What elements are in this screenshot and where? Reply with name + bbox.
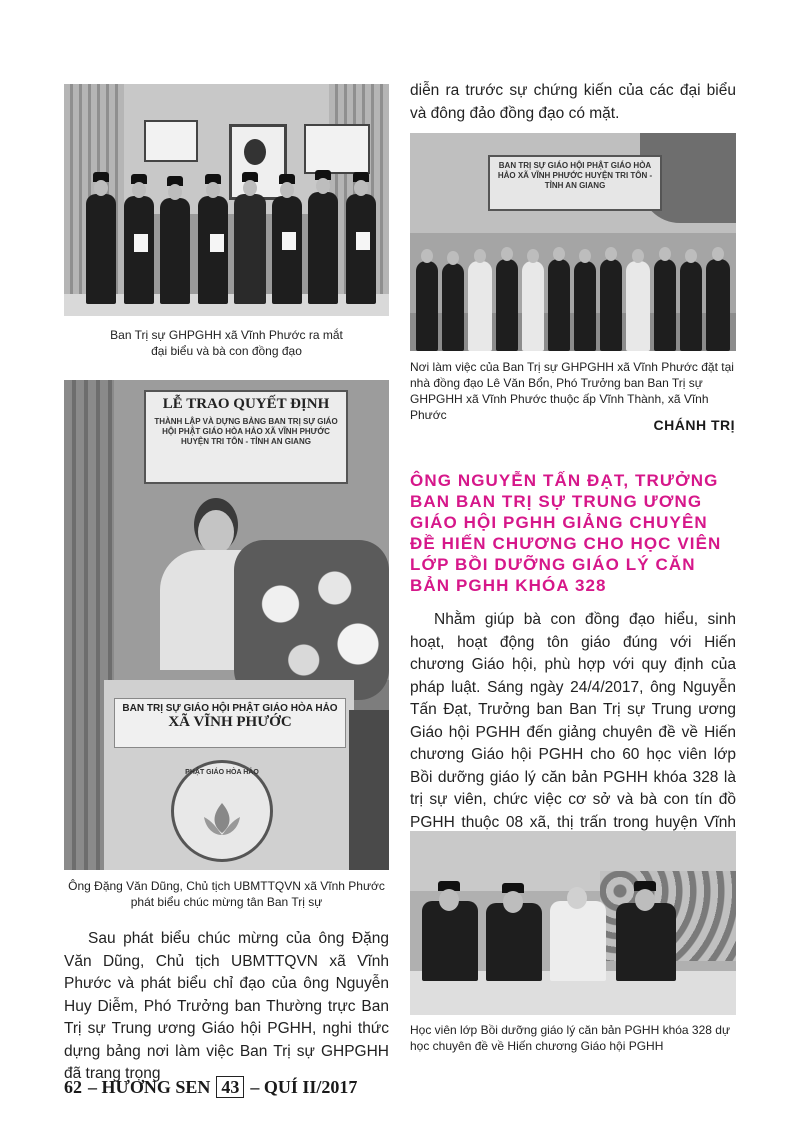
issue-period: – QUÍ II/2017 bbox=[250, 1076, 358, 1097]
photo-speaker-podium bbox=[64, 380, 389, 870]
podium-text-line2: XÃ VĨNH PHƯỚC bbox=[168, 714, 292, 730]
speaker-banner-title: LỄ TRAO QUYẾT ĐỊNH bbox=[162, 396, 330, 412]
photo-ceremony-caption: Ban Trị sự GHPGHH xã Vĩnh Phước ra mắt đại biểu và bà con đồng đạo bbox=[110, 328, 343, 358]
page-footer bbox=[64, 1076, 357, 1098]
article-author: CHÁNH TRỊ bbox=[653, 417, 735, 433]
photo-classroom bbox=[410, 831, 736, 1015]
photo-ceremony-group bbox=[64, 84, 389, 316]
article-body-left: Sau phát biểu chúc mừng của ông Đặng Văn Dũng, Chủ tịch UBMTTQVN xã Vĩnh Phước và phát biểu chỉ đạo của ông Nguyễn Huy Diễm, Phó Trưởng ban Thường trực Ban Trị sự Trung ương Giáo hội PGHH, nghi thức dựng bảng nơi làm việc Ban Trị sự GHPGHH đã trang trọng bbox=[64, 930, 389, 1082]
speaker-banner-sub: THÀNH LẬP VÀ DỰNG BẢNG BAN TRỊ SỰ GIÁO HỘI PHẬT GIÁO HÒA HẢO XÃ VĨNH PHƯỚC HUYỆN TRI TÔN - TỈNH AN GIANG bbox=[154, 417, 338, 446]
article-continuation: diễn ra trước sự chứng kiến của các đại biểu và đông đảo đồng đạo có mặt. bbox=[410, 82, 736, 122]
emblem-text: PHẬT GIÁO HÒA HẢO bbox=[185, 769, 259, 776]
issue-number: 43 bbox=[216, 1076, 244, 1098]
photo-office-group bbox=[410, 133, 736, 351]
office-banner-text: BAN TRỊ SỰ GIÁO HỘI PHẬT GIÁO HÒA HẢO XÃ VĨNH PHƯỚC HUYỆN TRI TÔN - TỈNH AN GIANG bbox=[497, 161, 653, 190]
page-number: 62 bbox=[64, 1076, 82, 1097]
photo-speaker-caption: Ông Đặng Văn Dũng, Chủ tịch UBMTTQVN xã Vĩnh Phước phát biểu chúc mừng tân Ban Trị sự bbox=[68, 879, 385, 909]
photo-office-caption: Nơi làm việc của Ban Trị sự GHPGHH xã Vĩnh Phước đặt tại nhà đồng đạo Lê Văn Bổn, Phó Trưởng ban Ban Trị sự GHPGHH xã Vĩnh Phước thuộc ấp Vĩnh Thành, xã Vĩnh Phước bbox=[410, 360, 734, 422]
article-headline: ÔNG NGUYỄN TẤN ĐẠT, TRƯỞNG BAN BAN TRỊ SỰ TRUNG ƯƠNG GIÁO HỘI PGHH GIẢNG CHUYÊN ĐỀ HIẾN CHƯƠNG CHO HỌC VIÊN LỚP BỒI DƯỠNG GIÁO LÝ CĂN BẢN PGHH KHÓA 328 bbox=[410, 471, 722, 595]
photo-classroom-caption: Học viên lớp Bồi dưỡng giáo lý căn bản PGHH khóa 328 dự học chuyên đề về Hiến chương Giáo hội PGHH bbox=[410, 1023, 730, 1053]
lotus-emblem-icon bbox=[171, 760, 273, 862]
magazine-name: – HƯƠNG SEN bbox=[88, 1076, 211, 1097]
podium-text-line1: BAN TRỊ SỰ GIÁO HỘI PHẬT GIÁO HÒA HẢO bbox=[122, 703, 338, 714]
article-body-right: Nhằm giúp bà con đồng đạo hiểu, sinh hoạt, hoạt động tôn giáo đúng với Hiến chương Giáo hội, phù hợp với quy định của pháp luật. Sáng ngày 24/4/2017, ông Nguyễn Tấn Đạt, Trưởng ban Ban Trị sự Trung ương Giáo hội PGHH đến giảng chuyên đề về Hiến chương Giáo hội PGHH cho 60 học viên lớp Bồi dưỡng giáo lý căn bản PGHH khóa 328 là trị sự viên, chức việc cơ sở và bà con tín đồ PGHH thuộc 08 xã, thị trấn trong huyện Vĩnh bbox=[410, 611, 736, 831]
